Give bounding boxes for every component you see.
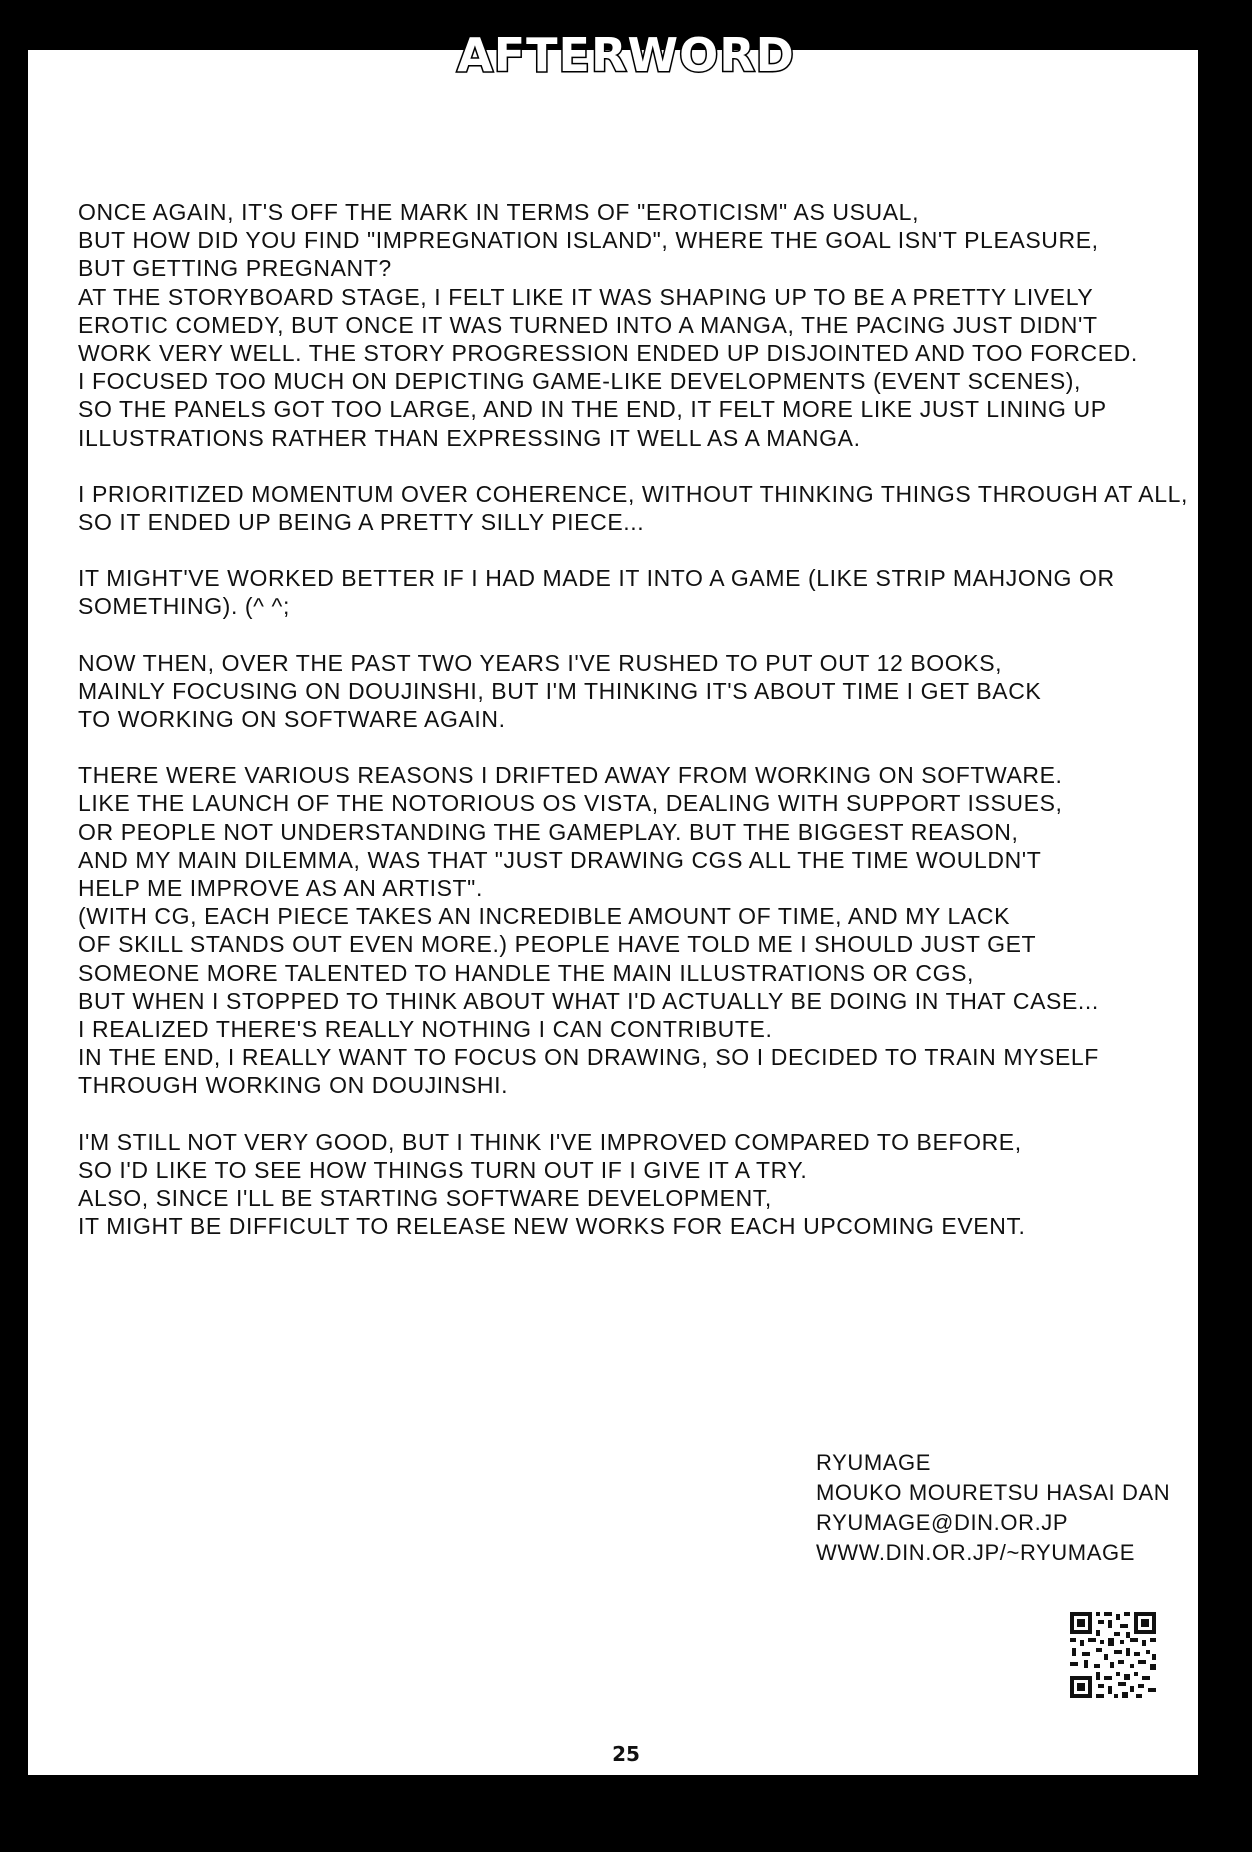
- text-line: SO I'D LIKE TO SEE HOW THINGS TURN OUT IF I GIVE IT A TRY.: [78, 1156, 808, 1183]
- text-line: ONCE AGAIN, IT'S OFF THE MARK IN TERMS OF "EROTICISM" AS USUAL,: [78, 199, 920, 225]
- circle-name: MOUKO MOURETSU HASAI DAN: [816, 1480, 1171, 1505]
- text-line: WORK VERY WELL. THE STORY PROGRESSION ENDED UP DISJOINTED AND TOO FORCED.: [78, 340, 1138, 367]
- text-line: SO THE PANELS GOT TOO LARGE, AND IN THE END, IT FELT MORE LIKE JUST LINING UP: [78, 396, 1107, 423]
- afterword-body: [78, 198, 1198, 1269]
- text-line: SOMETHING). (^ ^;: [78, 593, 290, 620]
- text-line: I'M STILL NOT VERY GOOD, BUT I THINK I'VE IMPROVED COMPARED TO BEFORE,: [78, 1128, 1022, 1155]
- paragraph: [78, 649, 1198, 734]
- text-line: I FOCUSED TOO MUCH ON DEPICTING GAME-LIKE DEVELOPMENTS (EVENT SCENES),: [78, 368, 1082, 395]
- paragraph: [78, 564, 1198, 620]
- text-line: EROTIC COMEDY, BUT ONCE IT WAS TURNED INTO A MANGA, THE PACING JUST DIDN'T: [78, 311, 1098, 338]
- text-line: TO WORKING ON SOFTWARE AGAIN.: [78, 706, 506, 733]
- author-website[interactable]: WWW.DIN.OR.JP/~RYUMAGE: [816, 1540, 1135, 1565]
- text-line: HELP ME IMPROVE AS AN ARTIST".: [78, 875, 483, 902]
- text-line: IN THE END, I REALLY WANT TO FOCUS ON DRAWING, SO I DECIDED TO TRAIN MYSELF: [78, 1044, 1099, 1071]
- text-line: THERE WERE VARIOUS REASONS I DRIFTED AWAY FROM WORKING ON SOFTWARE.: [78, 762, 1063, 789]
- text-line: BUT WHEN I STOPPED TO THINK ABOUT WHAT I'D ACTUALLY BE DOING IN THAT CASE...: [78, 987, 1099, 1014]
- text-line: ALSO, SINCE I'LL BE STARTING SOFTWARE DEVELOPMENT,: [78, 1185, 772, 1212]
- text-line: IT MIGHT'VE WORKED BETTER IF I HAD MADE IT INTO A GAME (LIKE STRIP MAHJONG OR: [78, 565, 1115, 592]
- text-line: BUT GETTING PREGNANT?: [78, 255, 392, 282]
- paragraph: [78, 1128, 1198, 1241]
- author-email[interactable]: RYUMAGE@DIN.OR.JP: [816, 1510, 1069, 1535]
- text-line: SOMEONE MORE TALENTED TO HANDLE THE MAIN ILLUSTRATIONS OR CGS,: [78, 959, 975, 986]
- text-line: MAINLY FOCUSING ON DOUJINSHI, BUT I'M THINKING IT'S ABOUT TIME I GET BACK: [78, 677, 1042, 704]
- text-line: I PRIORITIZED MOMENTUM OVER COHERENCE, WITHOUT THINKING THINGS THROUGH AT ALL,: [78, 480, 1189, 507]
- page-number: 25: [612, 1742, 640, 1766]
- text-line: OF SKILL STANDS OUT EVEN MORE.) PEOPLE HAVE TOLD ME I SHOULD JUST GET: [78, 931, 1037, 958]
- text-line: ILLUSTRATIONS RATHER THAN EXPRESSING IT WELL AS A MANGA.: [78, 424, 861, 451]
- author-signature: [816, 1448, 1170, 1568]
- paragraph: [78, 761, 1198, 1099]
- text-line: AND MY MAIN DILEMMA, WAS THAT "JUST DRAWING CGS ALL THE TIME WOULDN'T: [78, 846, 1042, 873]
- paragraph: [78, 480, 1198, 536]
- page-title: AFTERWORD: [457, 28, 795, 82]
- text-line: IT MIGHT BE DIFFICULT TO RELEASE NEW WORKS FOR EACH UPCOMING EVENT.: [78, 1213, 1026, 1240]
- qr-code-icon: [1068, 1610, 1158, 1700]
- text-line: SO IT ENDED UP BEING A PRETTY SILLY PIECE...: [78, 509, 645, 536]
- text-line: NOW THEN, OVER THE PAST TWO YEARS I'VE RUSHED TO PUT OUT 12 BOOKS,: [78, 649, 1003, 676]
- text-line: AT THE STORYBOARD STAGE, I FELT LIKE IT WAS SHAPING UP TO BE A PRETTY LIVELY: [78, 283, 1094, 310]
- text-line: (WITH CG, EACH PIECE TAKES AN INCREDIBLE AMOUNT OF TIME, AND MY LACK: [78, 903, 1011, 930]
- text-line: I REALIZED THERE'S REALLY NOTHING I CAN CONTRIBUTE.: [78, 1016, 773, 1043]
- author-name: RYUMAGE: [816, 1450, 932, 1475]
- text-line: THROUGH WORKING ON DOUJINSHI.: [78, 1072, 509, 1099]
- text-line: BUT HOW DID YOU FIND "IMPREGNATION ISLAND", WHERE THE GOAL ISN'T PLEASURE,: [78, 227, 1099, 254]
- text-line: LIKE THE LAUNCH OF THE NOTORIOUS OS VISTA, DEALING WITH SUPPORT ISSUES,: [78, 790, 1063, 817]
- paragraph: [78, 198, 1198, 452]
- text-line: OR PEOPLE NOT UNDERSTANDING THE GAMEPLAY. BUT THE BIGGEST REASON,: [78, 818, 1019, 845]
